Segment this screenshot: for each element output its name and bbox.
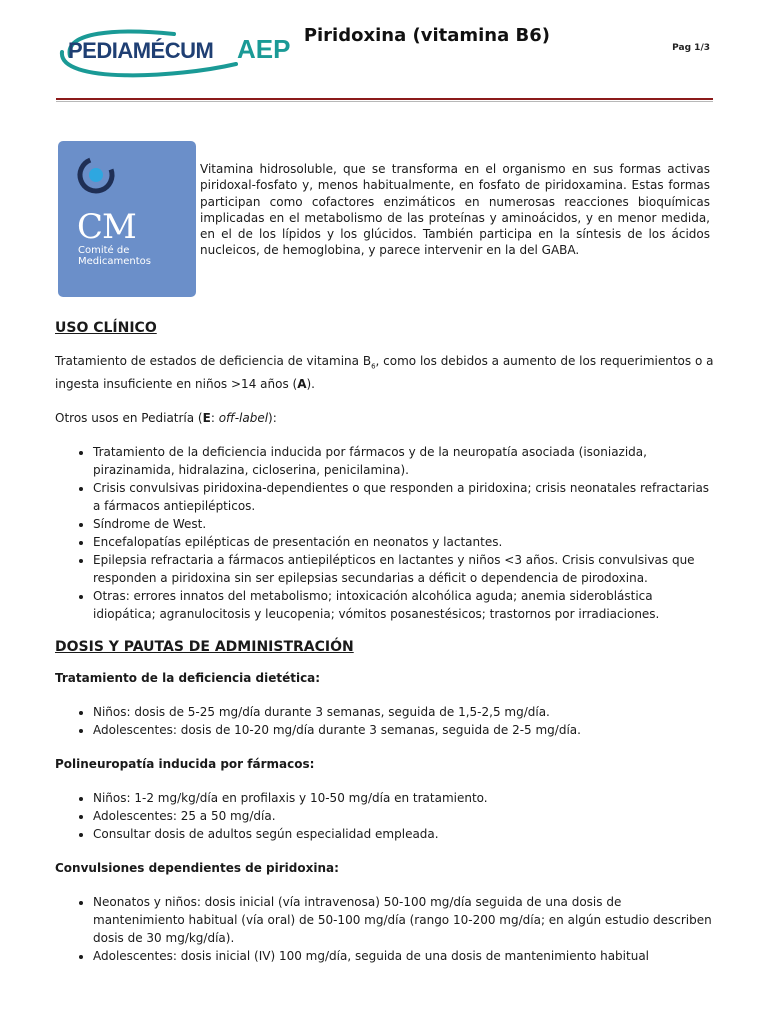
uso-p2-offlabel: off-label: [218, 411, 269, 426]
uso-p1-text-c: ).: [306, 377, 315, 392]
uso-p2-text-b: :: [210, 411, 219, 426]
cm-subtitle: [78, 245, 151, 267]
uso-p1-subscript: 6: [371, 362, 376, 371]
list-item: • Síndrome de West.: [93, 515, 715, 533]
cm-subtitle-line1: Comité de: [78, 245, 130, 256]
uso-p2-text-a: Otros usos en Pediatría (: [55, 411, 203, 426]
uso-p1-evidence: A: [297, 377, 307, 392]
list-item: • Epilepsia refractaria a fármacos antiepilépticos en lactantes y niños <3 años. Crisis convulsivas que responden a piridoxina sin ser epilepsias secundarias a déficit o dependencia de pirodoxina.: [93, 551, 715, 587]
list-item: • Adolescentes: dosis de 10-20 mg/día durante 3 semanas, seguida de 2-5 mg/día.: [93, 721, 715, 739]
dosis-heading: DOSIS Y PAUTAS DE ADMINISTRACIÓN: [55, 639, 354, 656]
uso-paragraph-2: [55, 409, 715, 427]
comite-medicamentos-badge: [58, 141, 196, 297]
uso-p1-text-b: , como los debidos a aumento de los requerimientos o a ingesta insuficiente en niños >14 años (: [55, 354, 714, 392]
cm-ring-icon: [74, 153, 118, 197]
uso-clinico-heading: USO CLÍNICO: [55, 320, 157, 336]
page-header: [0, 0, 768, 104]
dosis-subhead-2: Polineuropatía inducida por fármacos:: [55, 757, 315, 772]
header-rule-shadow: [56, 101, 713, 102]
list-item: • Encefalopatías epilépticas de presentación en neonatos y lactantes.: [93, 533, 715, 551]
page-number: Pag 1/3: [672, 43, 710, 53]
document-body: [55, 318, 715, 965]
logo-suffix: AEP: [237, 34, 291, 64]
intro-paragraph: Vitamina hidrosoluble, que se transforma en el organismo en sus formas activas piridoxal-fosfato y, menos habitualmente, en fosfato de piridoxamina. Estas formas participan como cofactores enzimáticos en numerosas reacciones bioquímicas implicadas en el metabolismo de las proteínas y aminoácidos, y en menor medida, en el de los lípidos y los glúcidos. También participa en la síntesis de los ácidos nucleicos, de hemoglobina, y parece intervenir en la del GABA.: [200, 162, 710, 258]
list-item: • Crisis convulsivas piridoxina-dependientes o que responden a piridoxina; crisis neonatales refractarias a fármacos antiepilépticos.: [93, 479, 715, 515]
uso-list: [55, 443, 715, 623]
dosis-list-3: [55, 893, 715, 965]
list-item: • Otras: errores innatos del metabolismo; intoxicación alcohólica aguda; anemia sideroblástica idiopática; agranulocitosis y leucopenia; vómitos posanestésicos; trastornos por irradiaciones.: [93, 587, 715, 623]
uso-p1-text-a: Tratamiento de estados de deficiencia de vitamina B: [55, 354, 372, 368]
dosis-subhead-1: Tratamiento de la deficiencia dietética:: [55, 671, 321, 686]
list-item: • Tratamiento de la deficiencia inducida por fármacos y de la neuropatía asociada (isoniazida, pirazinamida, hidralazina, cicloserina, penicilamina).: [93, 443, 715, 479]
uso-p2-text-c: ):: [268, 411, 277, 426]
cm-letters: CM: [77, 207, 136, 247]
dosis-list-1: [55, 703, 715, 739]
document-title: Piridoxina (vitamina B6): [303, 25, 550, 46]
uso-paragraph-1: [55, 352, 715, 393]
uso-p2-evidence: E: [202, 411, 211, 426]
list-item: • Niños: 1-2 mg/kg/día en profilaxis y 10-50 mg/día en tratamiento.: [93, 789, 715, 807]
list-item: • Adolescentes: 25 a 50 mg/día.: [93, 807, 715, 825]
cm-subtitle-line2: Medicamentos: [78, 256, 152, 267]
logo-text: PEDIAMÉCUM: [68, 38, 214, 63]
list-item: • Adolescentes: dosis inicial (IV) 100 mg/día, seguida de una dosis de mantenimiento habitual: [93, 947, 715, 965]
header-rule: [56, 98, 713, 100]
pediamecum-logo: [56, 26, 300, 80]
dosis-list-2: [55, 789, 715, 843]
dosis-subhead-3: Convulsiones dependientes de piridoxina:: [55, 861, 339, 876]
list-item: • Consultar dosis de adultos según especialidad empleada.: [93, 825, 715, 843]
list-item: • Neonatos y niños: dosis inicial (vía intravenosa) 50-100 mg/día seguida de una dosis de mantenimiento habitual (vía oral) de 50-100 mg/día (rango 10-200 mg/día; en algún estudio describen dosis de 30 mg/kg/día).: [93, 893, 715, 947]
list-item: • Niños: dosis de 5-25 mg/día durante 3 semanas, seguida de 1,5-2,5 mg/día.: [93, 703, 715, 721]
